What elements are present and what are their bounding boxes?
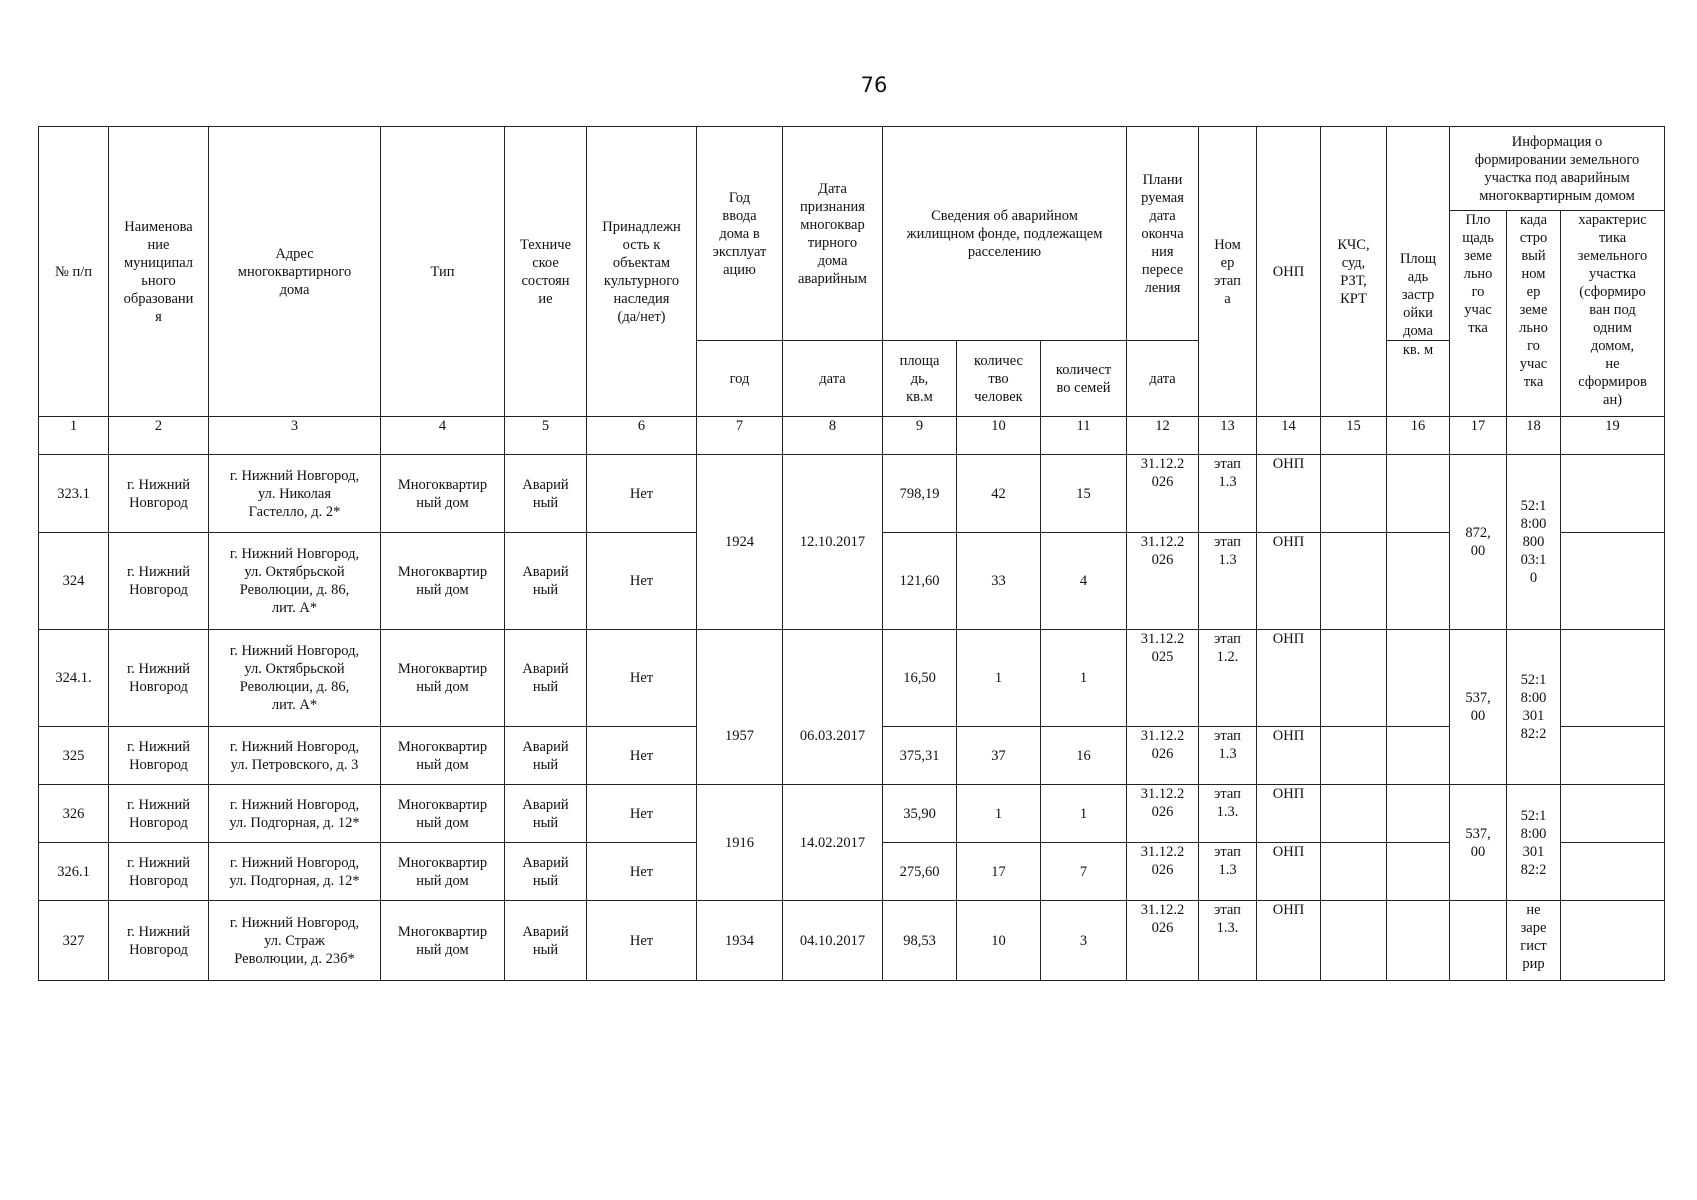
onp: ОНП [1257, 785, 1321, 843]
column-number: 12 [1127, 417, 1199, 455]
family-count: 1 [1041, 630, 1127, 727]
emergency-date: 12.10.2017 [783, 455, 883, 630]
emergency-housing-table [38, 126, 1665, 981]
people-count: 1 [957, 785, 1041, 843]
stage: этап 1.3 [1199, 727, 1257, 785]
build-area-cell [1387, 455, 1450, 533]
address: г. Нижний Новгород, ул. Октябрьской Революции, д. 86, лит. А* [209, 630, 381, 727]
kchs-cell [1321, 843, 1387, 901]
column-number: 7 [697, 417, 783, 455]
subheader-families: количест во семей [1041, 341, 1127, 417]
housing-area: 275,60 [883, 843, 957, 901]
land-character-cell [1561, 785, 1665, 843]
column-number: 8 [783, 417, 883, 455]
planned-end-date: 31.12.2 026 [1127, 727, 1199, 785]
subheader-people: количес тво человек [957, 341, 1041, 417]
column-number: 6 [587, 417, 697, 455]
kchs-cell [1321, 727, 1387, 785]
column-number: 2 [109, 417, 209, 455]
build-area-cell [1387, 901, 1450, 981]
people-count: 17 [957, 843, 1041, 901]
tech-state: Аварий ный [505, 785, 587, 843]
row-number: 326 [39, 785, 109, 843]
address: г. Нижний Новгород, ул. Октябрьской Революции, д. 86, лит. А* [209, 533, 381, 630]
emergency-date: 06.03.2017 [783, 630, 883, 785]
land-character-cell [1561, 533, 1665, 630]
row-number: 323.1 [39, 455, 109, 533]
header-land-area: Пло щадь земе льно го учас тка [1450, 211, 1507, 417]
column-number: 11 [1041, 417, 1127, 455]
header-tech-state: Техниче ское состоян ие [505, 127, 587, 417]
people-count: 1 [957, 630, 1041, 727]
subheader-date: дата [783, 341, 883, 417]
commission-year: 1924 [697, 455, 783, 630]
subheader-area: площа дь, кв.м [883, 341, 957, 417]
heritage: Нет [587, 727, 697, 785]
planned-end-date: 31.12.2 025 [1127, 630, 1199, 727]
commission-year: 1957 [697, 630, 783, 785]
table-row [39, 455, 1665, 533]
land-area [1450, 901, 1507, 981]
address: г. Нижний Новгород, ул. Подгорная, д. 12* [209, 785, 381, 843]
address: г. Нижний Новгород, ул. Николая Гастелло, д. 2* [209, 455, 381, 533]
row-number: 324 [39, 533, 109, 630]
building-type: Многоквартир ный дом [381, 785, 505, 843]
family-count: 3 [1041, 901, 1127, 981]
row-number: 325 [39, 727, 109, 785]
land-character-cell [1561, 630, 1665, 727]
header-onp: ОНП [1257, 127, 1321, 417]
heritage: Нет [587, 455, 697, 533]
housing-area: 35,90 [883, 785, 957, 843]
planned-end-date: 31.12.2 026 [1127, 901, 1199, 981]
municipality: г. Нижний Новгород [109, 533, 209, 630]
column-number: 10 [957, 417, 1041, 455]
column-numbers-row [39, 417, 1665, 455]
planned-end-date: 31.12.2 026 [1127, 533, 1199, 630]
header-heritage: Принадлежн ость к объектам культурного наследия (да/нет) [587, 127, 697, 417]
municipality: г. Нижний Новгород [109, 630, 209, 727]
header-emergency-date: Дата признания многоквар тирного дома аварийным [783, 127, 883, 341]
onp: ОНП [1257, 727, 1321, 785]
emergency-date: 04.10.2017 [783, 901, 883, 981]
tech-state: Аварий ный [505, 727, 587, 785]
land-character-cell [1561, 455, 1665, 533]
stage: этап 1.3. [1199, 901, 1257, 981]
municipality: г. Нижний Новгород [109, 455, 209, 533]
column-number: 4 [381, 417, 505, 455]
build-area-cell [1387, 785, 1450, 843]
column-number: 17 [1450, 417, 1507, 455]
onp: ОНП [1257, 901, 1321, 981]
housing-area: 16,50 [883, 630, 957, 727]
kchs-cell [1321, 630, 1387, 727]
header-row-1 [39, 127, 1665, 211]
header-build-area: Площ адь застр ойки дома [1387, 127, 1450, 341]
onp: ОНП [1257, 843, 1321, 901]
header-cadastral: када стро вый ном ер земе льно го учас тка [1507, 211, 1561, 417]
kchs-cell [1321, 533, 1387, 630]
build-area-cell [1387, 843, 1450, 901]
heritage: Нет [587, 843, 697, 901]
header-address: Адрес многоквартирного дома [209, 127, 381, 417]
table-row [39, 785, 1665, 843]
land-character-cell [1561, 901, 1665, 981]
land-area: 537, 00 [1450, 630, 1507, 785]
header-housing-info: Сведения об аварийном жилищном фонде, подлежащем расселению [883, 127, 1127, 341]
stage: этап 1.3 [1199, 455, 1257, 533]
family-count: 15 [1041, 455, 1127, 533]
emergency-date: 14.02.2017 [783, 785, 883, 901]
column-number: 19 [1561, 417, 1665, 455]
planned-end-date: 31.12.2 026 [1127, 843, 1199, 901]
cadastral-number: не заре гист рир [1507, 901, 1561, 981]
people-count: 33 [957, 533, 1041, 630]
header-planned-date: Плани руемая дата оконча ния пересе ления [1127, 127, 1199, 341]
build-area-cell [1387, 630, 1450, 727]
people-count: 37 [957, 727, 1041, 785]
planned-end-date: 31.12.2 026 [1127, 785, 1199, 843]
family-count: 7 [1041, 843, 1127, 901]
housing-area: 98,53 [883, 901, 957, 981]
header-land-info: Информация о формировании земельного участка под аварийным многоквартирным домом [1450, 127, 1665, 211]
heritage: Нет [587, 630, 697, 727]
building-type: Многоквартир ный дом [381, 455, 505, 533]
column-number: 16 [1387, 417, 1450, 455]
heritage: Нет [587, 533, 697, 630]
subheader-build-area-unit: кв. м [1387, 341, 1450, 417]
municipality: г. Нижний Новгород [109, 785, 209, 843]
column-number: 15 [1321, 417, 1387, 455]
building-type: Многоквартир ный дом [381, 533, 505, 630]
column-number: 18 [1507, 417, 1561, 455]
cadastral-number: 52:1 8:00 301 82:2 [1507, 630, 1561, 785]
header-type: Тип [381, 127, 505, 417]
land-area: 872, 00 [1450, 455, 1507, 630]
tech-state: Аварий ный [505, 455, 587, 533]
stage: этап 1.2. [1199, 630, 1257, 727]
commission-year: 1916 [697, 785, 783, 901]
housing-area: 798,19 [883, 455, 957, 533]
address: г. Нижний Новгород, ул. Петровского, д. 3 [209, 727, 381, 785]
page-number: 76 [860, 73, 888, 97]
address: г. Нижний Новгород, ул. Подгорная, д. 12* [209, 843, 381, 901]
land-character-cell [1561, 843, 1665, 901]
column-number: 3 [209, 417, 381, 455]
subheader-year: год [697, 341, 783, 417]
stage: этап 1.3 [1199, 533, 1257, 630]
tech-state: Аварий ный [505, 533, 587, 630]
tech-state: Аварий ный [505, 901, 587, 981]
header-number: № п/п [39, 127, 109, 417]
header-municipality: Наименова ние муниципал ьного образовани я [109, 127, 209, 417]
column-number: 1 [39, 417, 109, 455]
row-number: 324.1. [39, 630, 109, 727]
row-number: 326.1 [39, 843, 109, 901]
family-count: 4 [1041, 533, 1127, 630]
build-area-cell [1387, 533, 1450, 630]
building-type: Многоквартир ный дом [381, 843, 505, 901]
housing-area: 121,60 [883, 533, 957, 630]
family-count: 16 [1041, 727, 1127, 785]
kchs-cell [1321, 785, 1387, 843]
building-type: Многоквартир ный дом [381, 901, 505, 981]
column-number: 13 [1199, 417, 1257, 455]
commission-year: 1934 [697, 901, 783, 981]
heritage: Нет [587, 901, 697, 981]
planned-end-date: 31.12.2 026 [1127, 455, 1199, 533]
building-type: Многоквартир ный дом [381, 727, 505, 785]
kchs-cell [1321, 901, 1387, 981]
tech-state: Аварий ный [505, 630, 587, 727]
address: г. Нижний Новгород, ул. Страж Революции, д. 23б* [209, 901, 381, 981]
header-land-character: характерис тика земельного участка (сформиро ван под одним домом, не сформиров ан) [1561, 211, 1665, 417]
onp: ОНП [1257, 630, 1321, 727]
heritage: Нет [587, 785, 697, 843]
cadastral-number: 52:1 8:00 800 03:1 0 [1507, 455, 1561, 630]
municipality: г. Нижний Новгород [109, 727, 209, 785]
cadastral-number: 52:1 8:00 301 82:2 [1507, 785, 1561, 901]
table-row [39, 901, 1665, 981]
housing-area: 375,31 [883, 727, 957, 785]
land-area: 537, 00 [1450, 785, 1507, 901]
build-area-cell [1387, 727, 1450, 785]
people-count: 42 [957, 455, 1041, 533]
table-row [39, 630, 1665, 727]
column-number: 5 [505, 417, 587, 455]
subheader-end-date: дата [1127, 341, 1199, 417]
kchs-cell [1321, 455, 1387, 533]
building-type: Многоквартир ный дом [381, 630, 505, 727]
municipality: г. Нижний Новгород [109, 901, 209, 981]
header-stage: Ном ер этап а [1199, 127, 1257, 417]
people-count: 10 [957, 901, 1041, 981]
header-year: Год ввода дома в эксплуат ацию [697, 127, 783, 341]
column-number: 14 [1257, 417, 1321, 455]
onp: ОНП [1257, 533, 1321, 630]
family-count: 1 [1041, 785, 1127, 843]
stage: этап 1.3 [1199, 843, 1257, 901]
stage: этап 1.3. [1199, 785, 1257, 843]
municipality: г. Нижний Новгород [109, 843, 209, 901]
land-character-cell [1561, 727, 1665, 785]
header-kchs: КЧС, суд, РЗТ, КРТ [1321, 127, 1387, 417]
column-number: 9 [883, 417, 957, 455]
row-number: 327 [39, 901, 109, 981]
onp: ОНП [1257, 455, 1321, 533]
tech-state: Аварий ный [505, 843, 587, 901]
